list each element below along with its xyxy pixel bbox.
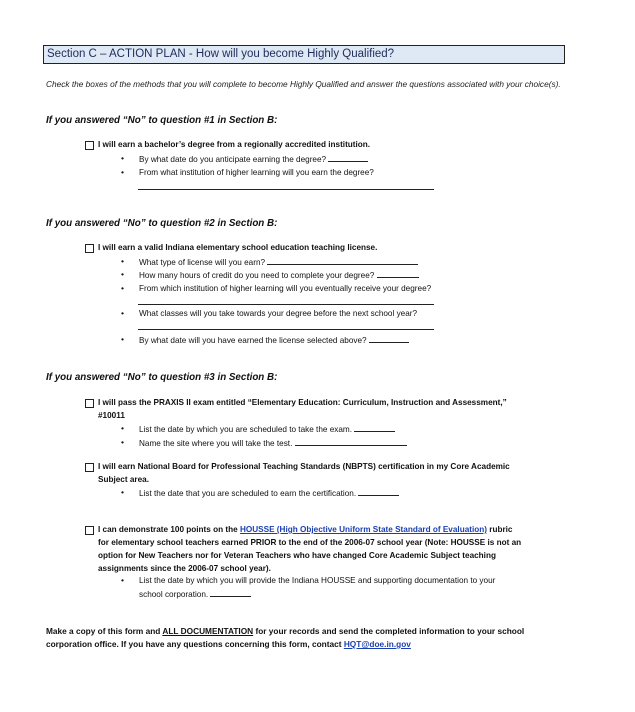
bullet-dot: •: [121, 334, 125, 344]
q3-praxis-bullet-1-text: List the date by which you are scheduled to take the exam.: [139, 425, 353, 434]
q3-exam-date-blank[interactable]: [354, 423, 395, 432]
section-title: Section C – ACTION PLAN - How will you become Highly Qualified?: [47, 48, 395, 60]
q1-bullet-1-text: By what date do you anticipate earning the degree?: [139, 155, 327, 164]
bullet-dot: •: [121, 308, 125, 318]
q2-bullet-5: [139, 334, 409, 347]
q2-option-checkbox[interactable]: [85, 244, 94, 253]
q3-nbpts-line-1: I will earn National Board for Professional Teaching Standards (NBPTS) certification in my Core Academic: [98, 462, 510, 471]
q3-housse-line-3: option for New Teachers nor for Veteran Teachers who have changed Core Academic Subject teaching: [98, 551, 496, 560]
q3-housse-line-4: assignments since the 2006-07 school year).: [98, 564, 271, 573]
q3-nbpts-bullet-1-text: List the date that you are scheduled to earn the certification.: [139, 489, 357, 498]
q1-date-blank[interactable]: [328, 153, 368, 162]
email-link[interactable]: HQT@doe.in.gov: [343, 639, 411, 649]
q3-praxis-bullet-2: [139, 437, 407, 450]
q3-nbpts-line-2: Subject area.: [98, 475, 149, 484]
q3-housse-bullet-line-2: [139, 588, 251, 601]
bullet-dot: •: [121, 153, 125, 163]
q3-test-site-blank[interactable]: [295, 437, 407, 446]
footer-line-2: corporation office. If you have any questions concerning this form, contact: [46, 639, 344, 649]
q1-institution-blank[interactable]: [138, 189, 434, 190]
q1-heading: If you answered “No” to question #1 in Section B:: [46, 115, 278, 126]
q3-housse-line-2: for elementary school teachers earned PRIOR to the end of the 2006-07 school year (Note: HOUSSE is not an: [98, 538, 522, 547]
bullet-dot: •: [121, 487, 125, 497]
q3-praxis-bullet-1: [139, 423, 395, 436]
q2-institution-blank[interactable]: [138, 304, 434, 305]
q2-bullet-2: [139, 269, 419, 282]
q2-bullet-1-text: What type of license will you earn?: [139, 258, 266, 267]
q3-nbpts-bullet-1: [139, 487, 399, 500]
q2-hours-blank[interactable]: [377, 269, 419, 278]
section-header: [43, 45, 565, 64]
footer-mid: for your records and send the completed information to your school: [253, 626, 525, 636]
bullet-dot: •: [121, 575, 125, 585]
q1-option-checkbox[interactable]: [85, 141, 94, 150]
q2-license-blank[interactable]: [267, 256, 418, 265]
footer-note: [46, 625, 576, 651]
q3-praxis-line-1: I will pass the PRAXIS II exam entitled “Elementary Education: Curriculum, Instruction and Assessment,”: [98, 398, 507, 407]
q1-bullet-1: [139, 153, 368, 166]
footer-pre: Make a copy of this form and: [46, 626, 163, 636]
q3-praxis-line-2: #10011: [98, 411, 125, 420]
q3-housse-line-1: [98, 524, 512, 536]
q3-heading: If you answered “No” to question #3 in Section B:: [46, 372, 278, 383]
bullet-dot: •: [121, 269, 125, 279]
q2-bullet-3: From which institution of higher learning will you eventually receive your degree?: [139, 284, 432, 293]
bullet-dot: •: [121, 167, 125, 177]
q2-bullet-4: What classes will you take towards your degree before the next school year?: [139, 309, 418, 318]
bullet-dot: •: [121, 437, 125, 447]
q2-license-date-blank[interactable]: [369, 334, 409, 343]
q3-praxis-checkbox[interactable]: [85, 399, 94, 408]
q1-bullet-2: From what institution of higher learning will you earn the degree?: [139, 168, 374, 177]
q3-housse-bullet-line-1: List the date by which you will provide the Indiana HOUSSE and supporting documentation to your: [139, 576, 496, 585]
q2-bullet-5-text: By what date will you have earned the license selected above?: [139, 336, 367, 345]
bullet-dot: •: [121, 283, 125, 293]
q2-bullet-2-text: How many hours of credit do you need to complete your degree?: [139, 271, 375, 280]
q3-housse-pre: I can demonstrate 100 points on the: [98, 525, 240, 534]
q3-housse-checkbox[interactable]: [85, 526, 94, 535]
footer-all-documentation: ALL DOCUMENTATION: [162, 626, 254, 636]
q3-housse-post: rubric: [486, 525, 513, 534]
q3-cert-date-blank[interactable]: [358, 487, 399, 496]
q3-praxis-bullet-2-text: Name the site where you will take the test.: [139, 439, 293, 448]
q2-classes-blank[interactable]: [138, 329, 434, 330]
q2-heading: If you answered “No” to question #2 in Section B:: [46, 218, 278, 229]
bullet-dot: •: [121, 423, 125, 433]
q3-housse-bullet-line-2-text: school corporation.: [139, 590, 209, 599]
bullet-dot: •: [121, 256, 125, 266]
q1-option-label: I will earn a bachelor’s degree from a regionally accredited institution.: [98, 140, 371, 149]
q3-housse-date-blank[interactable]: [210, 588, 251, 597]
q3-nbpts-checkbox[interactable]: [85, 463, 94, 472]
intro-text: Check the boxes of the methods that you will complete to become Highly Qualified and answer the questions associated with your choice(s).: [46, 79, 561, 89]
q2-bullet-1: [139, 256, 418, 269]
q2-option-label: I will earn a valid Indiana elementary school education teaching license.: [98, 243, 378, 252]
housse-link[interactable]: HOUSSE (High Objective Uniform State Standard of Evaluation): [239, 525, 487, 534]
